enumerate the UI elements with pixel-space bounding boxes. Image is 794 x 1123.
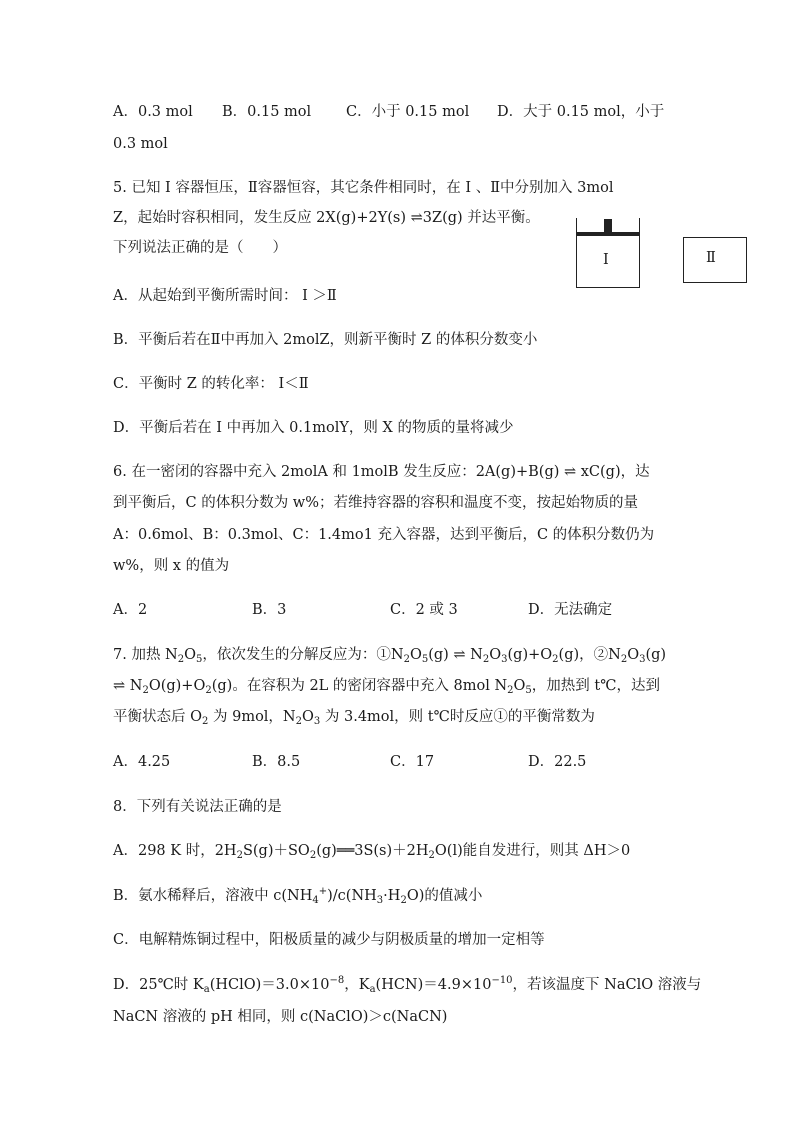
q8-option-a: A．298 K 时，$2H_2S(g)+SO_2(g)══3S(s)+2H_2O(l)$能自发进行，则其 ΔH＞0	[113, 843, 631, 861]
q6-option-c: C．2 或 3	[390, 602, 458, 618]
q5-option-c: C．平衡时 Z 的转化率： I＜Ⅱ	[113, 376, 309, 392]
q5-option-b: B．平衡后若在Ⅱ中再加入 2molZ，则新平衡时 Z 的体积分数变小	[113, 332, 538, 348]
q6-option-b: B．3	[252, 602, 287, 618]
q7-option-c: C．17	[390, 754, 435, 770]
q8-stem: 8．下列有关说法正确的是	[113, 799, 282, 815]
q7-stem-line1: 7. 加热 $N_2O_5$，依次发生的分解反应为：$①N_2O_5(g)$ ⇌ $N_2O_3(g)+O_2(g)$，$②N_2O_3(g)$	[113, 647, 667, 665]
container-1-label: I	[603, 252, 609, 268]
q4-option-d: D．大于 0.15 mol，小于	[497, 104, 665, 120]
q4-option-c: C．小于 0.15 mol	[346, 104, 470, 120]
q6-stem-line2: 到平衡后，C 的体积分数为 w%；若维持容器的容积和温度不变，按起始物质的量	[113, 495, 638, 511]
q8-option-c: C．电解精炼铜过程中，阳极质量的减少与阴极质量的增加一定相等	[113, 932, 545, 948]
q5-stem-line3: 下列说法正确的是（ ）	[113, 240, 287, 256]
q6-stem-line1: 6. 在一密闭的容器中充入 2molA 和 1molB 发生反应：2A(g)+B(g) ⇌ xC(g)，达	[113, 464, 650, 480]
q6-option-d: D．无法确定	[528, 602, 613, 618]
q8-option-d-line2: NaCN 溶液的 pH 相同，则 c(NaClO)＞c(NaCN)	[113, 1009, 448, 1025]
q4-option-a: A．0.3 mol	[113, 104, 193, 120]
q7-stem-line2: ⇌ $N_2O(g)+O_2(g)$。在容积为 2L 的密闭容器中充入 8mol $N_2O_5$，加热到 t℃，达到	[113, 678, 660, 696]
q7-option-a: A．4.25	[113, 754, 171, 770]
q8-option-d-line1: D．25℃时 $K_a(HClO)=3.0\times 10^{-8}$，$K_a(HCN)=4.9\times 10^{-10}$，若该温度下 NaClO 溶液与	[113, 975, 702, 995]
q7-option-b: B．8.5	[252, 754, 301, 770]
q6-stem-line4: w%，则 x 的值为	[113, 558, 230, 574]
container-2-label: Ⅱ	[706, 250, 716, 266]
q4-option-d-continued: 0.3 mol	[113, 136, 168, 152]
q7-option-d: D．22.5	[528, 754, 587, 770]
piston-rod	[604, 219, 612, 233]
q5-stem-line2: Z，起始时容积相同，发生反应 2X(g)+2Y(s) ⇌3Z(g) 并达平衡。	[113, 210, 540, 226]
q5-option-d: D．平衡后若在 I 中再加入 0.1molY，则 X 的物质的量将减少	[113, 420, 514, 436]
q5-stem-line1: 5. 已知 I 容器恒压，Ⅱ容器恒容，其它条件相同时，在 I 、Ⅱ中分别加入 3mol	[113, 180, 614, 196]
q4-option-b: B．0.15 mol	[222, 104, 312, 120]
q6-stem-line3: A：0.6mol、B：0.3mol、C：1.4mo1 充入容器，达到平衡后，C 的体积分数仍为	[113, 527, 655, 543]
q5-option-a: A．从起始到平衡所需时间： I ＞Ⅱ	[113, 288, 337, 304]
q8-option-b: B．氨水稀释后，溶液中 $c(NH_4^+)/c(NH_3\cdot H_2O)$的值减小	[113, 886, 483, 906]
q7-stem-line3: 平衡状态后 $O_2$ 为 9mol，$N_2O_3$ 为 3.4mol，则 t℃时反应①的平衡常数为	[113, 709, 595, 727]
q6-option-a: A．2	[113, 602, 148, 618]
